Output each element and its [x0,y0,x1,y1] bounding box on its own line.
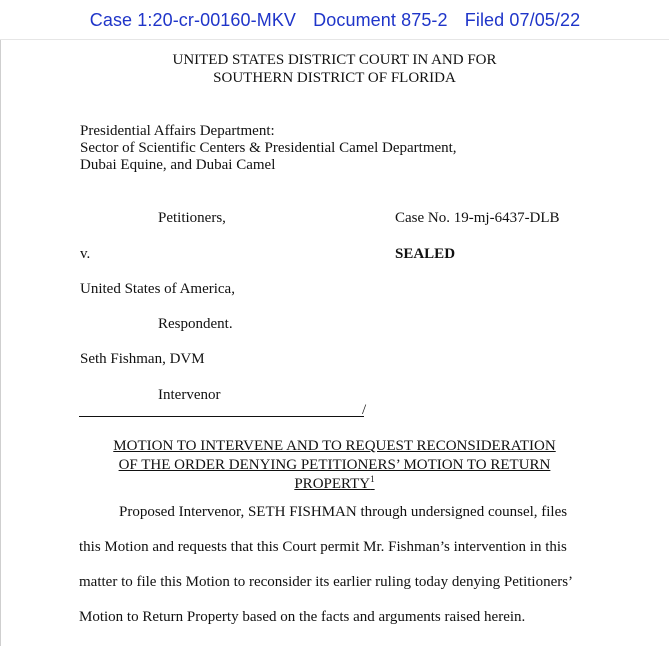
caption-rule [79,416,364,417]
footnote-marker: 1 [370,474,375,484]
motion-title-line-2: OF THE ORDER DENYING PETITIONERS’ MOTION TO RETURN [118,457,551,473]
document-number-stamp: Document 875-2 [313,10,448,30]
body-line-4: Motion to Return Property based on the facts and arguments raised herein. [79,609,526,625]
petitioner-line-2: Sector of Scientific Centers & Presidential Camel Department, [80,140,457,156]
petitioner-line-1: Presidential Affairs Department: [80,123,275,139]
ecf-stamp-header [50,7,620,33]
sealed-label: SEALED [395,246,456,262]
intervenor-label: Intervenor [158,387,221,403]
petitioners-label: Petitioners, [158,210,226,226]
page-left-edge [0,40,1,646]
respondent-label: Respondent. [158,316,233,332]
petitioner-line-3: Dubai Equine, and Dubai Camel [80,157,276,173]
motion-title-line-1: MOTION TO INTERVENE AND TO REQUEST RECONSIDERATION [113,438,556,454]
intervenor-name: Seth Fishman, DVM [80,351,205,367]
versus: v. [80,246,91,262]
respondent-name: United States of America, [80,281,235,297]
court-name-line-2: SOUTHERN DISTRICT OF FLORIDA [213,70,456,86]
header-divider [0,39,669,40]
case-number-stamp: Case 1:20-cr-00160-MKV [89,10,297,30]
filed-date-stamp: Filed 07/05/22 [464,10,581,30]
body-line-3: matter to file this Motion to reconsider its earlier ruling today denying Petitioners’ [79,574,574,590]
caption-slash: / [362,402,367,418]
court-name-line-1: UNITED STATES DISTRICT COURT IN AND FOR [172,52,497,68]
motion-title-text: PROPERTY [294,476,371,492]
body-line-1: Proposed Intervenor, SETH FISHMAN through undersigned counsel, files [119,504,568,520]
body-line-2: this Motion and requests that this Court permit Mr. Fishman’s intervention in this [79,539,567,555]
case-number: Case No. 19-mj-6437-DLB [395,210,560,226]
motion-title-line-3 [0,475,669,494]
